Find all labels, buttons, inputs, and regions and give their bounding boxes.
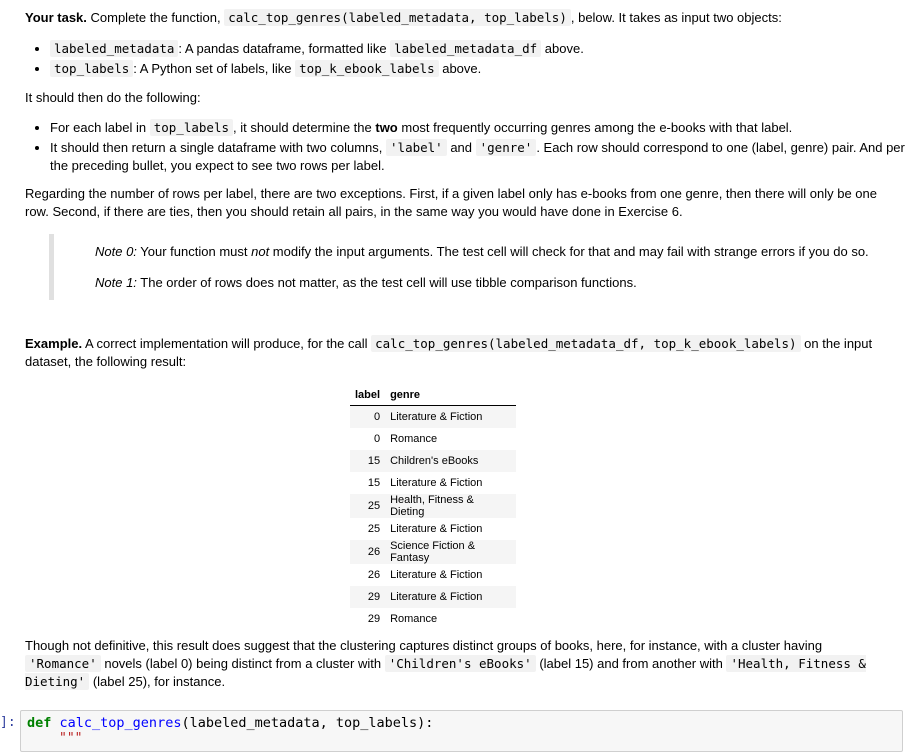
table-row [350,472,516,494]
task-lead: Your task. [25,10,87,25]
cell-genre: Literature & Fiction [390,523,483,535]
note-0-text: Your function must [136,244,252,259]
though-text: (label 25), for instance. [89,674,226,689]
input-desc-end: above. [541,41,584,56]
input-name-code: labeled_metadata [50,40,178,57]
cell-prompt: ]: [0,715,16,730]
step-text: . Each row should correspond to one (label, genre) pair. And per the preceding bullet, you expect to see two rows per label. [50,140,905,173]
table-row [350,608,516,630]
inputs-list [25,40,910,80]
list-item [50,40,910,58]
step-bold: two [375,120,398,135]
code-cell-editor[interactable] [20,710,903,752]
cell-genre: Romance [390,433,438,445]
example-call-code: calc_top_genres(labeled_metadata_df, top_k_ebook_labels) [371,335,800,352]
cell-genre: Literature & Fiction [390,569,483,581]
task-text-2: , below. It takes as input two objects: [570,10,782,25]
input-ref-code: labeled_metadata_df [390,40,541,57]
though-paragraph [25,637,895,691]
task-paragraph [25,9,895,27]
cell-label: 0 [350,406,385,429]
task-text-1: Complete the function, [86,10,225,25]
input-desc-end: above. [438,61,482,76]
step-code: top_labels [150,119,233,136]
cell-label: 0 [373,433,381,445]
result-table [350,384,516,630]
keyword-def: def [27,715,52,731]
example-text-2: on the input dataset, the following result: [25,336,873,369]
note-0-label: Note 0: [95,244,137,259]
cell-genre: Literature & Fiction [390,477,483,489]
example-paragraph [25,335,895,371]
example-lead: Example. [25,336,83,351]
function-args: (labeled_metadata, top_labels): [181,715,434,731]
though-code: 'Romance' [25,655,101,672]
steps-list [25,119,910,177]
table-row [350,450,516,472]
cell-genre: Health, Fitness & Dieting [385,494,516,518]
cell-label: 26 [350,540,385,564]
table-row [350,428,516,450]
note-1-label: Note 1: [95,275,137,290]
cell-label: 25 [350,494,385,518]
step-code: 'genre' [476,139,537,156]
table-row [350,540,516,564]
step-code: 'label' [386,139,447,156]
list-item [50,139,910,175]
cell-label: 15 [367,477,381,489]
list-item [50,60,910,78]
though-text: (label 15) and from another with [535,656,727,671]
though-code: 'Children's eBooks' [385,655,536,672]
note-1-text: The order of rows does not matter, as the test cell will use tibble comparison functions. [136,275,637,290]
docstring-start: """ [59,731,83,746]
table-header-row [350,384,516,406]
input-desc: : A Python set of labels, like [133,61,296,76]
cell-genre: Romance [390,613,438,625]
then-paragraph: It should then do the following: [25,90,201,105]
step-text: and [446,140,476,155]
code-line [27,715,433,731]
input-name-code: top_labels [50,60,133,77]
step-text: most frequently occurring genres among the e-books with that label. [397,120,793,135]
note-1 [95,274,875,292]
header-genre: genre [385,384,516,406]
cell-genre: Literature & Fiction [385,586,516,608]
cell-genre: Children's eBooks [385,450,516,472]
cell-label: 29 [367,613,381,625]
notes-blockquote [49,234,884,300]
step-text: For each label in [50,120,150,135]
input-desc: : A pandas dataframe, formatted like [178,41,391,56]
list-item [50,119,910,137]
table-row [350,494,516,518]
input-ref-code: top_k_ebook_labels [295,60,438,77]
note-0-emphasis: not [251,244,270,259]
cell-label: 25 [367,523,381,535]
table-row [350,564,516,586]
regarding-paragraph: Regarding the number of rows per label, there are two exceptions. First, if a given label only has e-books from one genre, then there will only be one row. Second, if there are ties, then you should retain all pairs, in the same way you would have done in Exercise 6. [25,186,877,219]
note-0 [95,243,875,261]
step-text: , it should determine the [233,120,376,135]
function-signature-code: calc_top_genres(labeled_metadata, top_labels) [224,9,571,26]
note-0-text-end: modify the input arguments. The test cell will check for that and may fail with strange errors if you do so. [269,244,869,259]
cell-label: 26 [367,569,381,581]
step-text: It should then return a single dataframe with two columns, [50,140,387,155]
table-row [350,406,516,429]
cell-label: 15 [350,450,385,472]
cell-genre: Science Fiction & Fantasy [385,540,516,564]
header-label: label [350,384,385,406]
though-text: Though not definitive, this result does suggest that the clustering captures distinct groups of books, here, for instance, with a cluster having [25,638,823,653]
function-name: calc_top_genres [59,715,182,731]
example-text-1: A correct implementation will produce, for the call [82,336,372,351]
though-text: novels (label 0) being distinct from a cluster with [100,656,385,671]
table-row [350,518,516,540]
cell-label: 29 [350,586,385,608]
table-row [350,586,516,608]
cell-genre: Literature & Fiction [385,406,516,429]
though-code: 'Health, Fitness & Dieting' [25,656,866,689]
